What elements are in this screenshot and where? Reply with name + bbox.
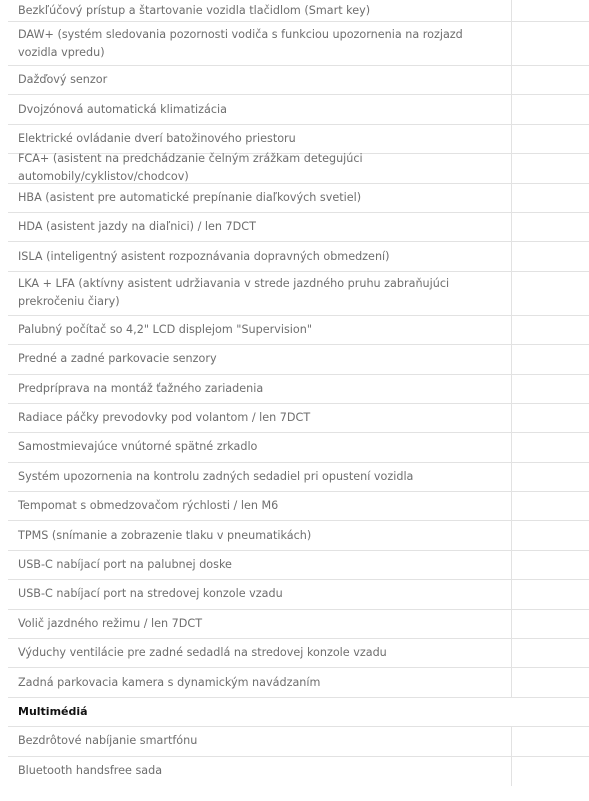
feature-label: Radiace páčky prevodovky pod volantom / len 7DCT — [8, 404, 512, 432]
table-row — [8, 22, 589, 66]
section-title: Multimédiá — [18, 705, 88, 718]
table-row — [8, 375, 589, 404]
feature-value — [512, 433, 589, 461]
table-row — [8, 727, 589, 756]
feature-value — [512, 727, 589, 755]
feature-value — [512, 154, 589, 182]
feature-label: Systém upozornenia na kontrolu zadných sedadiel pri opustení vozidla — [8, 463, 512, 491]
feature-value — [512, 66, 589, 94]
feature-value — [512, 463, 589, 491]
feature-value — [512, 22, 589, 65]
feature-label: Elektrické ovládanie dverí batožinového priestoru — [8, 125, 512, 153]
table-row — [8, 551, 589, 580]
feature-label: Predné a zadné parkovacie senzory — [8, 345, 512, 373]
feature-value — [512, 610, 589, 638]
feature-label: Dvojzónová automatická klimatizácia — [8, 95, 512, 123]
feature-label: USB-C nabíjací port na palubnej doske — [8, 551, 512, 579]
feature-label: HDA (asistent jazdy na diaľnici) / len 7DCT — [8, 213, 512, 241]
table-row — [8, 404, 589, 433]
feature-value — [512, 639, 589, 667]
table-row — [8, 521, 589, 550]
table-row — [8, 66, 589, 95]
table-row — [8, 639, 589, 668]
table-row — [8, 316, 589, 345]
feature-label: ISLA (inteligentný asistent rozpoznávania dopravných obmedzení) — [8, 242, 512, 270]
feature-value — [512, 345, 589, 373]
feature-value — [512, 272, 589, 315]
feature-label: FCA+ (asistent na predchádzanie čelným zrážkam detegujúci automobily/cyklistov/chodcov) — [8, 154, 512, 182]
feature-label: USB-C nabíjací port na stredovej konzole vzadu — [8, 580, 512, 608]
feature-value — [512, 95, 589, 123]
feature-value — [512, 125, 589, 153]
feature-value — [512, 521, 589, 549]
table-row — [8, 345, 589, 374]
feature-value — [512, 184, 589, 212]
feature-label: Palubný počítač so 4,2" LCD displejom "Supervision" — [8, 316, 512, 344]
feature-label: TPMS (snímanie a zobrazenie tlaku v pneumatikách) — [8, 521, 512, 549]
table-row — [8, 0, 589, 22]
feature-label: DAW+ (systém sledovania pozornosti vodiča s funkciou upozornenia na rozjazd vozidla vpredu) — [8, 22, 512, 65]
table-row — [8, 213, 589, 242]
feature-label: Výduchy ventilácie pre zadné sedadlá na stredovej konzole vzadu — [8, 639, 512, 667]
feature-label: Bezkľúčový prístup a štartovanie vozidla tlačidlom (Smart key) — [8, 0, 512, 21]
feature-label: HBA (asistent pre automatické prepínanie diaľkových svetiel) — [8, 184, 512, 212]
feature-value — [512, 213, 589, 241]
table-row — [8, 492, 589, 521]
table-row — [8, 95, 589, 124]
feature-value — [512, 316, 589, 344]
feature-label: Bluetooth handsfree sada — [8, 757, 512, 786]
feature-value — [512, 551, 589, 579]
feature-label: Volič jazdného režimu / len 7DCT — [8, 610, 512, 638]
table-row — [8, 463, 589, 492]
feature-value — [512, 242, 589, 270]
table-row — [8, 757, 589, 786]
table-row — [8, 580, 589, 609]
table-row — [8, 154, 589, 183]
feature-label: Zadná parkovacia kamera s dynamickým navádzaním — [8, 668, 512, 696]
feature-label: LKA + LFA (aktívny asistent udržiavania v strede jazdného pruhu zabraňujúci prekročeniu čiary) — [8, 272, 512, 315]
table-row — [8, 242, 589, 271]
feature-value — [512, 375, 589, 403]
feature-value — [512, 580, 589, 608]
equipment-table — [8, 0, 589, 786]
feature-value — [512, 757, 589, 786]
feature-label: Tempomat s obmedzovačom rýchlosti / len M6 — [8, 492, 512, 520]
feature-label: Bezdrôtové nabíjanie smartfónu — [8, 727, 512, 755]
feature-value — [512, 404, 589, 432]
feature-value — [512, 0, 589, 21]
table-row — [8, 433, 589, 462]
feature-label: Predpríprava na montáž ťažného zariadenia — [8, 375, 512, 403]
table-row — [8, 610, 589, 639]
feature-label: Samostmievajúce vnútorné spätné zrkadlo — [8, 433, 512, 461]
feature-label: Dažďový senzor — [8, 66, 512, 94]
section-header-row — [8, 698, 589, 727]
table-row — [8, 272, 589, 316]
table-row — [8, 184, 589, 213]
feature-value — [512, 668, 589, 696]
table-row — [8, 668, 589, 697]
feature-value — [512, 492, 589, 520]
